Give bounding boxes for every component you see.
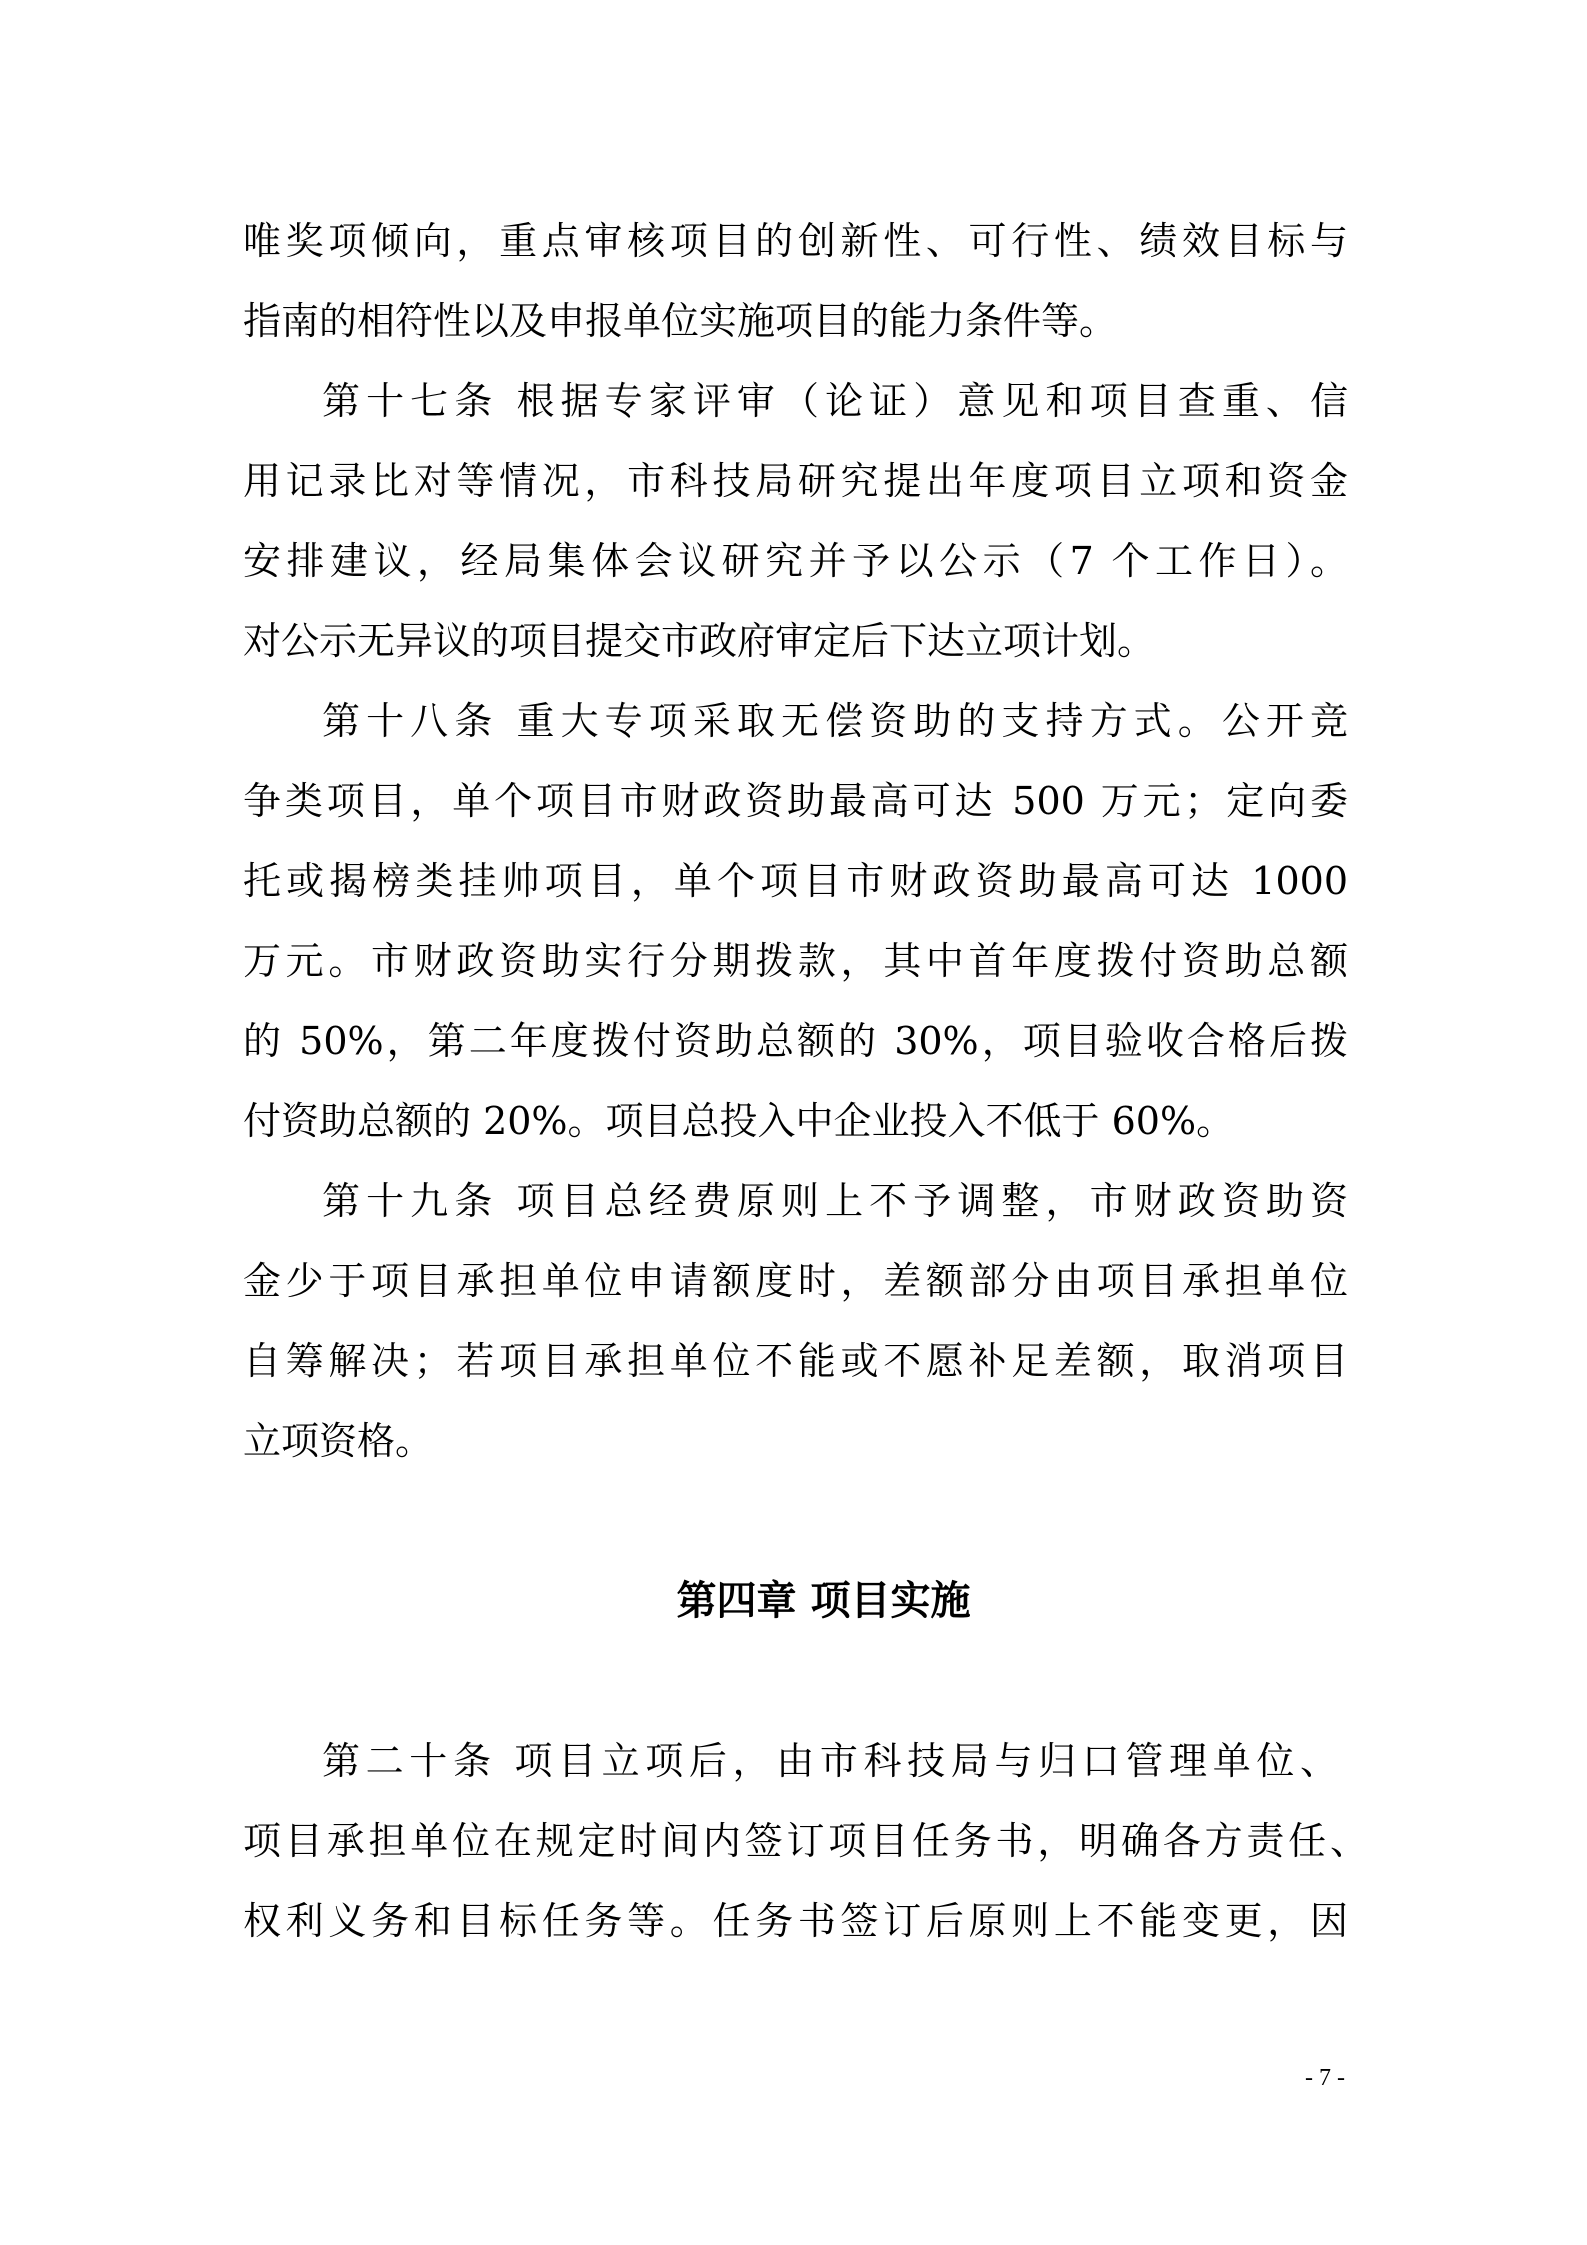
- paragraph-line: 立项资格。: [243, 1419, 434, 1463]
- paragraph-line: 托或揭榜类挂帅项目，单个项目市财政资助最高可达 1000: [243, 859, 1348, 903]
- paragraph-line: 自筹解决；若项目承担单位不能或不愿补足差额，取消项目: [243, 1339, 1348, 1383]
- article-17-first-line: 第十七条 根据专家评审（论证）意见和项目查重、信: [322, 379, 1348, 423]
- paragraph-line: 争类项目，单个项目市财政资助最高可达 500 万元；定向委: [243, 779, 1348, 823]
- article-19-first-line: 第十九条 项目总经费原则上不予调整，市财政资助资: [322, 1179, 1348, 1223]
- paragraph-line: 的 50%，第二年度拨付资助总额的 30%，项目验收合格后拨: [243, 1019, 1348, 1063]
- page-number: - 7 -: [1305, 2065, 1345, 2091]
- paragraph-line: 项目承担单位在规定时间内签订项目任务书，明确各方责任、: [243, 1819, 1368, 1863]
- paragraph-line: 用记录比对等情况，市科技局研究提出年度项目立项和资金: [243, 459, 1348, 503]
- paragraph-line: 金少于项目承担单位申请额度时，差额部分由项目承担单位: [243, 1259, 1348, 1303]
- article-18-first-line: 第十八条 重大专项采取无偿资助的支持方式。公开竞: [322, 699, 1348, 743]
- chapter-heading: 第四章 项目实施: [676, 1578, 971, 1624]
- paragraph-line: 对公示无异议的项目提交市政府审定后下达立项计划。: [243, 619, 1156, 663]
- article-20-first-line: 第二十条 项目立项后，由市科技局与归口管理单位、: [322, 1739, 1338, 1783]
- paragraph-line: 万元。市财政资助实行分期拨款，其中首年度拨付资助总额: [243, 939, 1348, 983]
- paragraph-line: 唯奖项倾向，重点审核项目的创新性、可行性、绩效目标与: [243, 219, 1348, 263]
- paragraph-line: 付资助总额的 20%。项目总投入中企业投入不低于 60%。: [243, 1099, 1235, 1143]
- paragraph-line: 安排建议，经局集体会议研究并予以公示（7 个工作日）。: [243, 539, 1348, 583]
- paragraph-line: 权利义务和目标任务等。任务书签订后原则上不能变更，因: [243, 1899, 1348, 1943]
- paragraph-line: 指南的相符性以及申报单位实施项目的能力条件等。: [243, 299, 1118, 343]
